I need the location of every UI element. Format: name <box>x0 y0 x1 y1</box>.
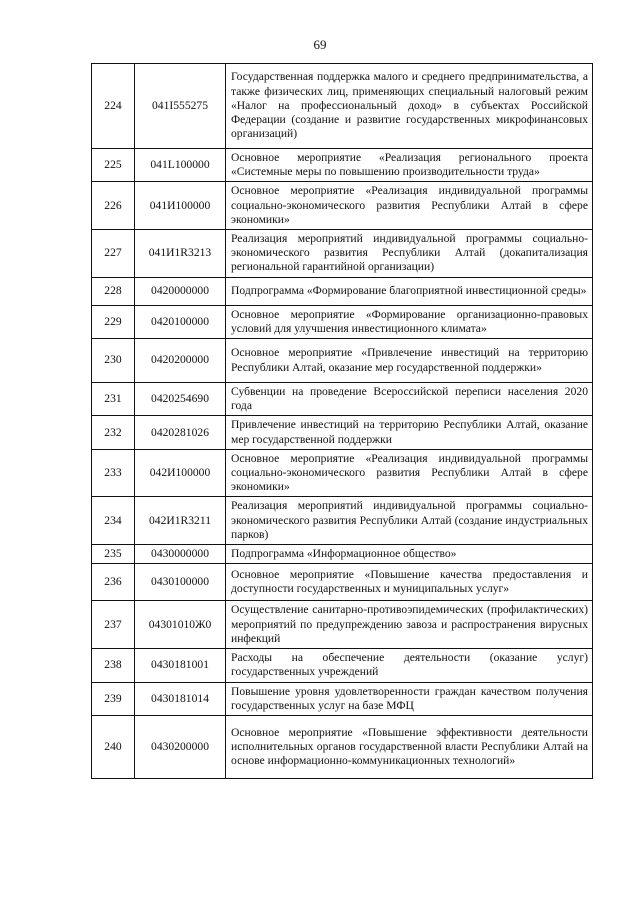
row-number-cell: 238 <box>92 649 135 682</box>
table-row <box>92 383 593 416</box>
expense-name-cell: Субвенции на проведение Всероссийской переписи населения 2020 года <box>226 383 593 416</box>
row-number-cell: 233 <box>92 449 135 497</box>
row-number-cell: 229 <box>92 305 135 338</box>
page-number: 69 <box>313 37 327 52</box>
expense-name-cell: Основное мероприятие «Реализация регионального проекта «Системные меры по повышению производительности труда» <box>226 149 593 182</box>
budget-code-cell: 041И100000 <box>135 182 226 230</box>
table-row <box>92 564 593 601</box>
table-row <box>92 339 593 383</box>
expense-name-cell: Реализация мероприятий индивидуальной программы социально-экономического развития Республики Алтай (создание индустриальных парков) <box>226 497 593 545</box>
table-row <box>92 649 593 682</box>
expense-name-cell: Осуществление санитарно-противоэпидемических (профилактических) мероприятий по предупреждению завоза и распространения вирусных инфекций <box>226 601 593 649</box>
table-row <box>92 545 593 564</box>
row-number-cell: 239 <box>92 682 135 715</box>
budget-code-cell: 041L100000 <box>135 149 226 182</box>
row-number-cell: 232 <box>92 416 135 449</box>
expense-name-cell: Подпрограмма «Формирование благоприятной инвестиционной среды» <box>226 277 593 305</box>
row-number-cell: 228 <box>92 277 135 305</box>
row-number-cell: 235 <box>92 545 135 564</box>
table-row <box>92 682 593 715</box>
expense-name-cell: Подпрограмма «Информационное общество» <box>226 545 593 564</box>
table-row <box>92 449 593 497</box>
table-row <box>92 601 593 649</box>
row-number-cell: 237 <box>92 601 135 649</box>
expense-name-cell: Реализация мероприятий индивидуальной программы социально-экономического развития Республики Алтай (докапитализация региональной гарантийной организации) <box>226 230 593 278</box>
table-row <box>92 182 593 230</box>
budget-code-cell: 0430181001 <box>135 649 226 682</box>
budget-code-cell: 042И1R3211 <box>135 497 226 545</box>
expense-name-cell: Основное мероприятие «Реализация индивидуальной программы социально-экономического развития Республики Алтай в сфере экономики» <box>226 449 593 497</box>
table-row <box>92 416 593 449</box>
expense-name-cell: Повышение уровня удовлетворенности граждан качеством получения государственных услуг на базе МФЦ <box>226 682 593 715</box>
row-number-cell: 236 <box>92 564 135 601</box>
table-row <box>92 230 593 278</box>
budget-code-cell: 0420254690 <box>135 383 226 416</box>
table-row <box>92 716 593 779</box>
row-number-cell: 226 <box>92 182 135 230</box>
row-number-cell: 227 <box>92 230 135 278</box>
expense-name-cell: Расходы на обеспечение деятельности (оказание услуг) государственных учреждений <box>226 649 593 682</box>
row-number-cell: 231 <box>92 383 135 416</box>
budget-code-cell: 0420100000 <box>135 305 226 338</box>
budget-code-cell: 0420281026 <box>135 416 226 449</box>
expense-name-cell: Привлечение инвестиций на территорию Республики Алтай, оказание мер государственной поддержки <box>226 416 593 449</box>
row-number-cell: 240 <box>92 716 135 779</box>
expense-name-cell: Государственная поддержка малого и среднего предпринимательства, а также физических лиц, применяющих специальный налоговый режим «Налог на профессиональный доход» в субъектах Российской Федерации (создание и развитие государственных микрофинансовых организаций) <box>226 64 593 149</box>
budget-classification-table <box>91 63 593 779</box>
budget-code-cell: 0430181014 <box>135 682 226 715</box>
row-number-cell: 230 <box>92 339 135 383</box>
expense-name-cell: Основное мероприятие «Повышение эффективности деятельности исполнительных органов государственной власти Республики Алтай на основе информационно-коммуникационных технологий» <box>226 716 593 779</box>
budget-code-cell: 0420000000 <box>135 277 226 305</box>
row-number-cell: 234 <box>92 497 135 545</box>
expense-name-cell: Основное мероприятие «Привлечение инвестиций на территорию Республики Алтай, оказание мер государственной поддержки» <box>226 339 593 383</box>
table-row <box>92 64 593 149</box>
expense-name-cell: Основное мероприятие «Формирование организационно-правовых условий для улучшения инвестиционного климата» <box>226 305 593 338</box>
budget-code-cell: 042И100000 <box>135 449 226 497</box>
budget-code-cell: 0430000000 <box>135 545 226 564</box>
expense-name-cell: Основное мероприятие «Повышение качества предоставления и доступности государственных и муниципальных услуг» <box>226 564 593 601</box>
budget-code-cell: 041И1R3213 <box>135 230 226 278</box>
row-number-cell: 225 <box>92 149 135 182</box>
row-number-cell: 224 <box>92 64 135 149</box>
budget-code-cell: 0430200000 <box>135 716 226 779</box>
budget-code-cell: 0420200000 <box>135 339 226 383</box>
budget-code-cell: 04301010Ж0 <box>135 601 226 649</box>
table-row <box>92 277 593 305</box>
expense-name-cell: Основное мероприятие «Реализация индивидуальной программы социально-экономического развития Республики Алтай в сфере экономики» <box>226 182 593 230</box>
table-row <box>92 149 593 182</box>
budget-code-cell: 041I555275 <box>135 64 226 149</box>
table-row <box>92 497 593 545</box>
table-row <box>92 305 593 338</box>
budget-code-cell: 0430100000 <box>135 564 226 601</box>
table-body <box>92 64 593 779</box>
